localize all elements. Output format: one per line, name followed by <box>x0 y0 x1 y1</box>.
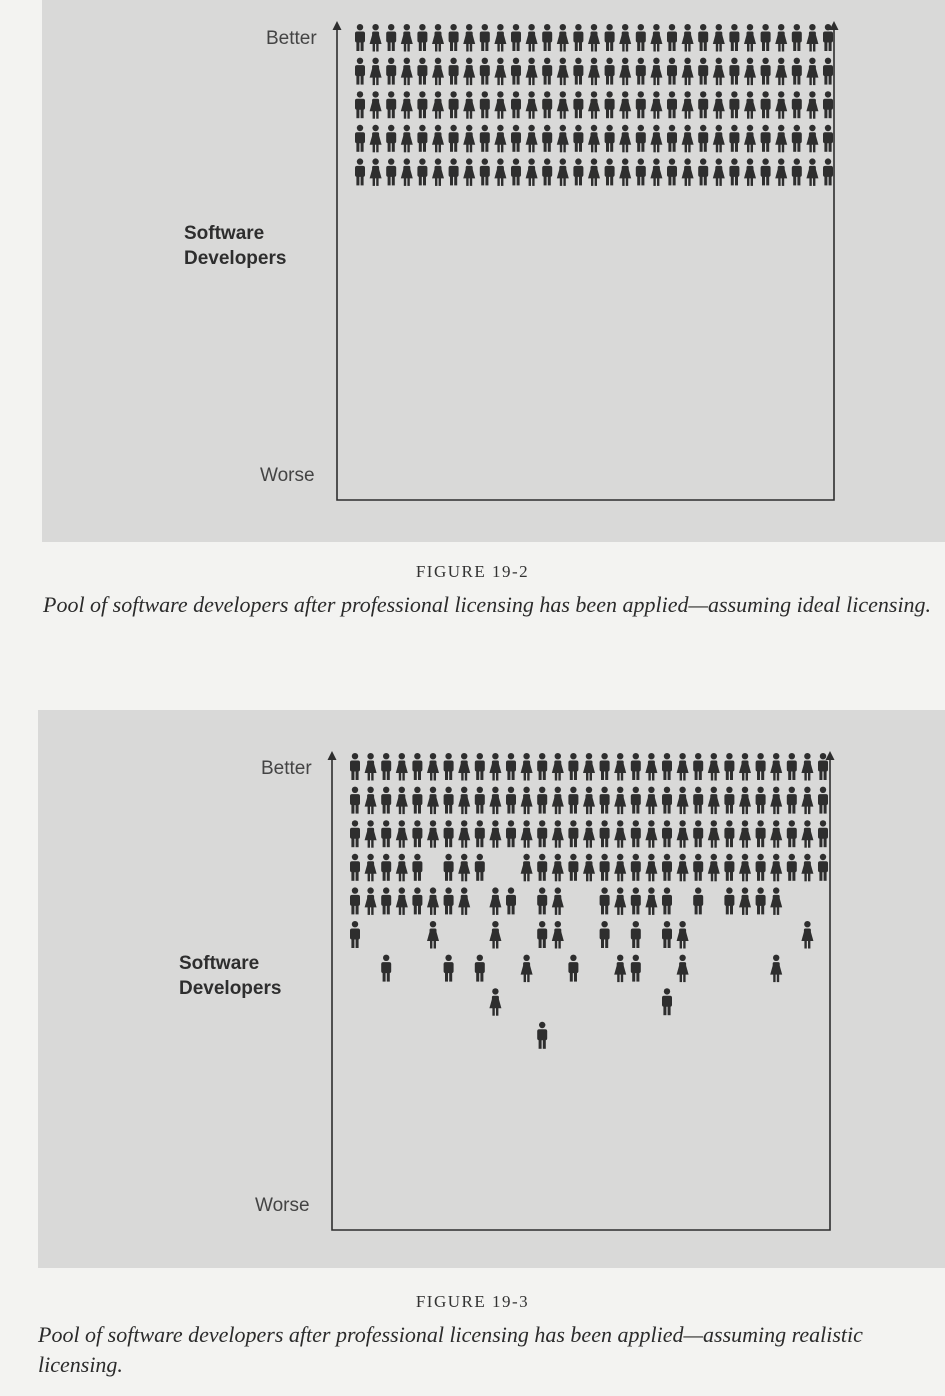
y-top-label: Better <box>261 758 312 779</box>
developer-icon <box>770 787 782 815</box>
developer-icon <box>739 753 751 781</box>
developer-icon <box>662 921 672 948</box>
developer-icon <box>521 753 533 781</box>
developer-icon <box>708 820 720 848</box>
developer-icon <box>365 820 377 848</box>
developer-icon <box>489 753 501 781</box>
figure-number: FIGURE 19-2 <box>415 562 530 581</box>
developer-icon <box>350 887 360 914</box>
developer-icon <box>693 787 703 814</box>
developer-icon <box>677 787 689 815</box>
developer-icon <box>631 887 641 914</box>
developer-icon <box>614 787 626 815</box>
developer-icon <box>693 887 703 914</box>
developer-icon <box>770 820 782 848</box>
developer-icon <box>770 887 782 915</box>
developer-icon <box>739 854 751 882</box>
figure-number: FIGURE 19-3 <box>415 1292 530 1311</box>
developer-icon <box>818 854 828 881</box>
developer-icon <box>787 820 797 847</box>
developer-icon <box>475 787 485 814</box>
developer-icon <box>537 854 547 881</box>
developer-icon <box>427 887 439 915</box>
developer-icon <box>506 820 516 847</box>
developer-icon <box>521 854 533 882</box>
developer-icon <box>787 854 797 881</box>
developer-icon <box>552 820 564 848</box>
developer-icon <box>631 854 641 881</box>
developer-icon <box>662 887 672 914</box>
developer-icon <box>537 787 547 814</box>
developer-icon <box>662 753 672 780</box>
developer-icon <box>552 887 564 915</box>
figure-caption: Pool of software developers after professional licensing has been applied—assuming ideal licensing. <box>43 592 932 617</box>
developer-icon <box>412 787 422 814</box>
developer-icon <box>521 820 533 848</box>
developer-icon <box>739 887 751 915</box>
developer-icon <box>396 854 408 882</box>
developer-icon <box>396 820 408 848</box>
developer-icon <box>489 887 501 915</box>
side-label: Software Developers <box>184 223 287 269</box>
developer-icon <box>350 921 360 948</box>
developer-icon <box>396 753 408 781</box>
developer-icon <box>458 887 470 915</box>
developer-icon <box>350 753 360 780</box>
developer-icon <box>489 820 501 848</box>
developer-icon <box>818 753 828 780</box>
developer-icon <box>645 787 657 815</box>
developer-icon <box>568 820 578 847</box>
y-top-label: Better <box>266 28 317 49</box>
y-bottom-label: Worse <box>255 1195 310 1216</box>
developer-icon <box>537 820 547 847</box>
developer-icon <box>552 921 564 949</box>
developer-icon <box>537 887 547 914</box>
developer-icon <box>568 787 578 814</box>
developer-icon <box>662 988 672 1015</box>
developer-icon <box>475 854 485 881</box>
developer-icon <box>801 921 813 949</box>
developer-icon <box>381 820 391 847</box>
developer-icon <box>475 820 485 847</box>
developer-icon <box>677 753 689 781</box>
developer-icon <box>381 787 391 814</box>
developer-icon <box>662 787 672 814</box>
developer-icon <box>614 820 626 848</box>
developer-icon <box>724 787 734 814</box>
developer-icon <box>693 753 703 780</box>
developer-icon <box>600 753 610 780</box>
developer-icon <box>427 820 439 848</box>
developer-icon <box>444 787 454 814</box>
developer-icon <box>631 787 641 814</box>
developer-icon <box>631 921 641 948</box>
developer-icon <box>427 921 439 949</box>
developer-icon <box>521 955 533 983</box>
developer-icon <box>396 887 408 915</box>
developer-icon <box>631 955 641 982</box>
developer-icon <box>552 787 564 815</box>
developer-icon <box>770 955 782 983</box>
developer-icon <box>756 854 766 881</box>
developer-icon <box>583 854 595 882</box>
figure-caption: Pool of software developers after professional licensing has been applied—assuming realistic licensing. <box>38 1322 863 1377</box>
developer-icon <box>614 854 626 882</box>
developer-icon <box>381 887 391 914</box>
developer-icon <box>396 787 408 815</box>
developer-icon <box>381 854 391 881</box>
developer-icon <box>818 820 828 847</box>
developer-icon <box>739 820 751 848</box>
developer-icon <box>787 753 797 780</box>
developer-icon <box>350 820 360 847</box>
developer-icon <box>489 988 501 1016</box>
developer-icon <box>458 854 470 882</box>
developer-icon <box>537 1022 547 1049</box>
developer-icon <box>489 787 501 815</box>
developer-icon <box>645 753 657 781</box>
developer-icon <box>600 887 610 914</box>
chart-axes <box>332 758 830 1230</box>
developer-icon <box>475 955 485 982</box>
developer-icon <box>552 753 564 781</box>
developer-icon <box>756 820 766 847</box>
developer-icon <box>506 787 516 814</box>
developer-icon <box>350 787 360 814</box>
developer-icon <box>645 820 657 848</box>
developer-icon <box>708 854 720 882</box>
y-bottom-label: Worse <box>260 465 315 486</box>
developer-icon <box>724 753 734 780</box>
developer-icon <box>801 820 813 848</box>
developer-icon <box>770 854 782 882</box>
developer-icon <box>521 787 533 815</box>
developer-icon <box>412 820 422 847</box>
developer-icon <box>724 854 734 881</box>
developer-icon <box>614 887 626 915</box>
developer-icon <box>631 820 641 847</box>
developer-icon <box>365 887 377 915</box>
developer-icon <box>662 854 672 881</box>
developer-icon <box>756 787 766 814</box>
developer-icon <box>631 753 641 780</box>
developer-icon <box>801 753 813 781</box>
developer-icon <box>677 955 689 983</box>
developer-icon <box>568 955 578 982</box>
developer-icon <box>662 820 672 847</box>
developer-icon <box>614 955 626 983</box>
developer-icon <box>645 887 657 915</box>
developer-icon <box>506 753 516 780</box>
developer-icon <box>489 921 501 949</box>
developer-icon <box>444 753 454 780</box>
right-axis-arrowhead <box>826 751 835 760</box>
developer-icon <box>739 787 751 815</box>
developer-icon <box>427 753 439 781</box>
developer-icon <box>600 921 610 948</box>
developer-icon <box>412 753 422 780</box>
developer-icon <box>568 753 578 780</box>
developer-icon <box>381 955 391 982</box>
developer-icon <box>427 787 439 815</box>
developer-icon <box>583 820 595 848</box>
developer-icon <box>568 854 578 881</box>
developer-icon <box>600 820 610 847</box>
developer-icon <box>458 820 470 848</box>
developer-icon <box>756 887 766 914</box>
developer-icon <box>444 955 454 982</box>
developer-icon <box>444 854 454 881</box>
developer-icon <box>583 787 595 815</box>
developer-icon <box>724 887 734 914</box>
developer-icon <box>693 854 703 881</box>
developer-icon <box>552 854 564 882</box>
developer-icon <box>350 854 360 881</box>
developer-icon <box>537 753 547 780</box>
developer-icon <box>365 787 377 815</box>
developer-icon <box>645 854 657 882</box>
developer-icon <box>724 820 734 847</box>
developer-icon <box>458 753 470 781</box>
developer-icon <box>506 887 516 914</box>
developer-icon <box>677 921 689 949</box>
developer-icon <box>412 854 422 881</box>
developer-icon <box>756 753 766 780</box>
developer-icon <box>770 753 782 781</box>
developer-icon <box>787 787 797 814</box>
developer-icon <box>600 787 610 814</box>
developer-icon <box>381 753 391 780</box>
y-axis-arrowhead <box>328 751 337 760</box>
developer-icon <box>444 820 454 847</box>
developer-icon <box>600 854 610 881</box>
developer-icon <box>475 753 485 780</box>
side-label: Software Developers <box>179 953 282 999</box>
developer-icon <box>801 854 813 882</box>
developer-icon <box>458 787 470 815</box>
developer-icon <box>708 753 720 781</box>
developer-icon <box>537 921 547 948</box>
developer-icon <box>614 753 626 781</box>
developer-icon <box>412 887 422 914</box>
developer-icon <box>444 887 454 914</box>
developer-icon <box>365 854 377 882</box>
developer-icon <box>677 820 689 848</box>
developer-icon <box>818 787 828 814</box>
developer-icon <box>693 820 703 847</box>
developer-icon <box>708 787 720 815</box>
developer-icon <box>677 854 689 882</box>
developer-icon <box>583 753 595 781</box>
developer-icon <box>801 787 813 815</box>
developer-icon <box>365 753 377 781</box>
